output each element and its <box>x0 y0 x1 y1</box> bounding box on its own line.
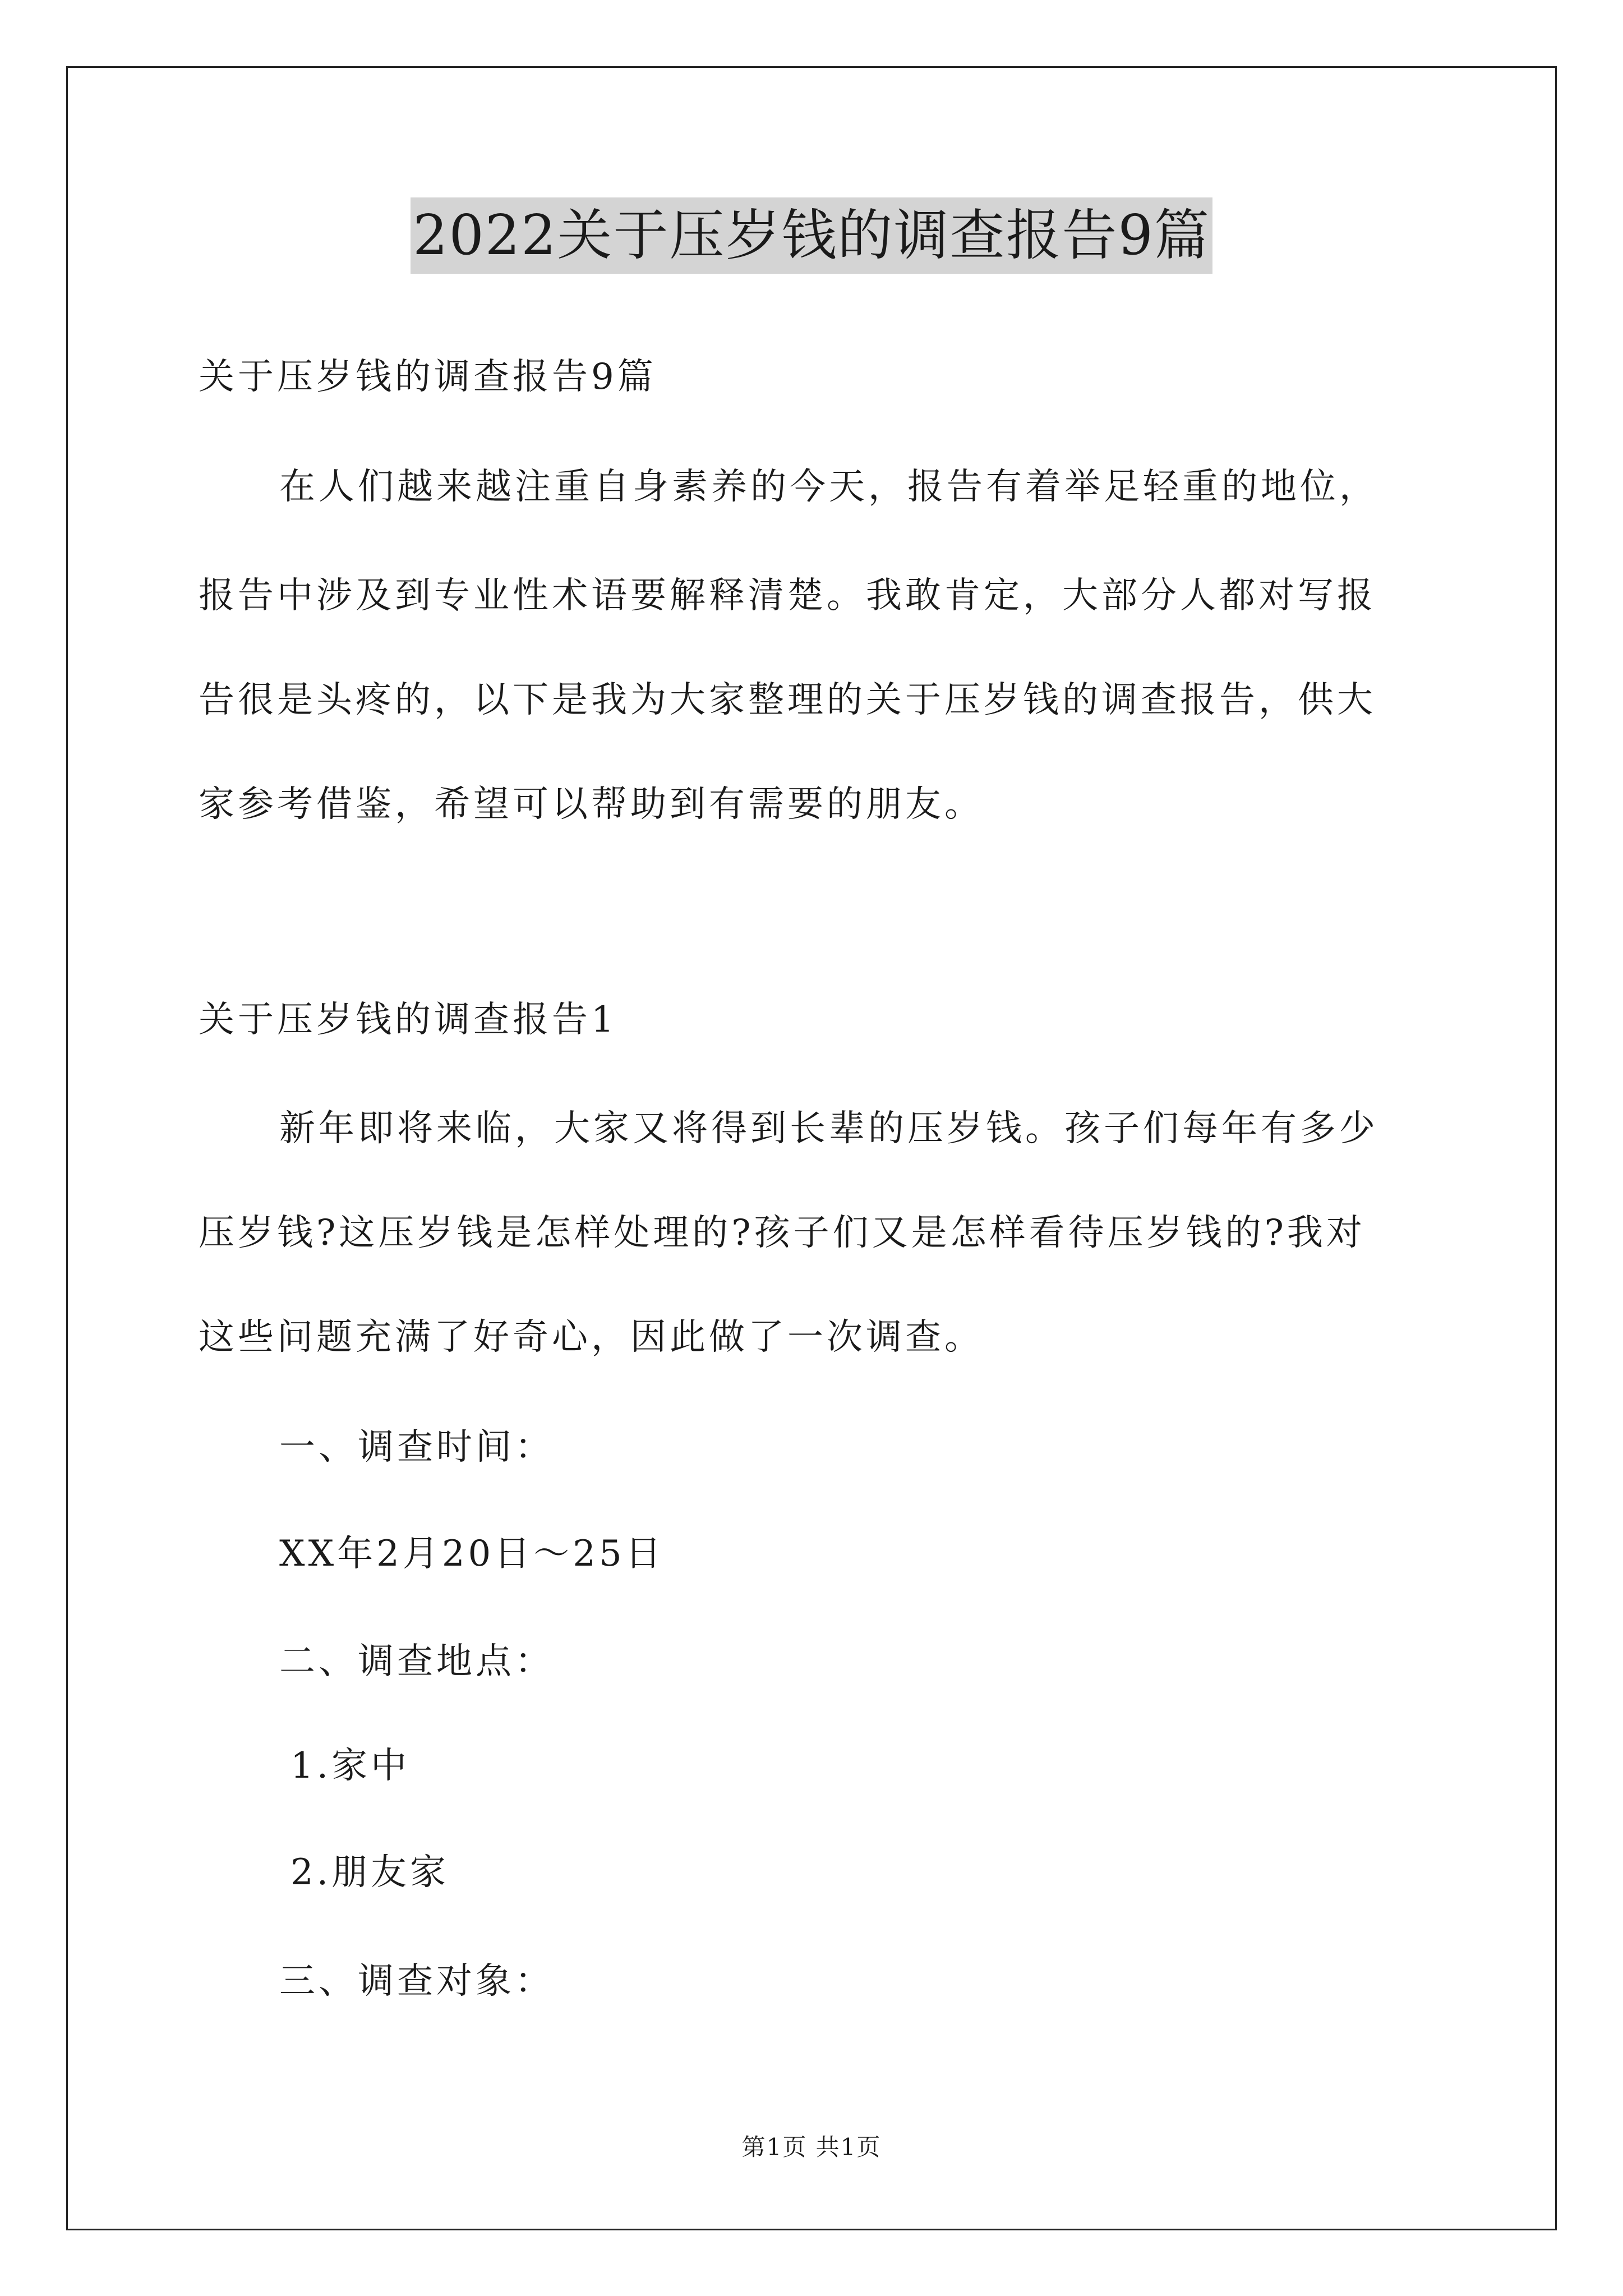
survey-place-heading: 二、调查地点： <box>279 1641 554 1682</box>
survey-place-item-1: 1.家中 <box>291 1745 411 1787</box>
survey-time-value: XX年2月20日～25日 <box>279 1533 665 1575</box>
section-line-3: 这些问题充满了好奇心，因此做了一次调查。 <box>199 1317 984 1358</box>
survey-place-item-2: 2.朋友家 <box>291 1852 450 1893</box>
section-heading: 关于压岁钱的调查报告1 <box>199 999 617 1041</box>
section-line-2: 压岁钱?这压岁钱是怎样处理的?孩子们又是怎样看待压岁钱的?我对 <box>199 1212 1366 1254</box>
intro-line-1: 在人们越来越注重自身素养的今天，报告有着举足轻重的地位， <box>279 466 1378 508</box>
title-container <box>0 197 1623 274</box>
intro-line-3: 告很是头疼的，以下是我为大家整理的关于压岁钱的调查报告，供大 <box>199 679 1376 721</box>
document-title: 2022关于压岁钱的调查报告9篇 <box>411 197 1212 274</box>
intro-line-4: 家参考借鉴，希望可以帮助到有需要的朋友。 <box>199 784 984 825</box>
section-line-1: 新年即将来临，大家又将得到长辈的压岁钱。孩子们每年有多少 <box>279 1108 1378 1149</box>
document-subtitle: 关于压岁钱的调查报告9篇 <box>199 356 657 398</box>
intro-line-2: 报告中涉及到专业性术语要解释清楚。我敢肯定，大部分人都对写报 <box>199 575 1376 616</box>
page-footer: 第1页 共1页 <box>741 2133 882 2161</box>
survey-time-heading: 一、调查时间： <box>279 1427 554 1468</box>
survey-target-heading: 三、调查对象： <box>279 1961 554 2002</box>
